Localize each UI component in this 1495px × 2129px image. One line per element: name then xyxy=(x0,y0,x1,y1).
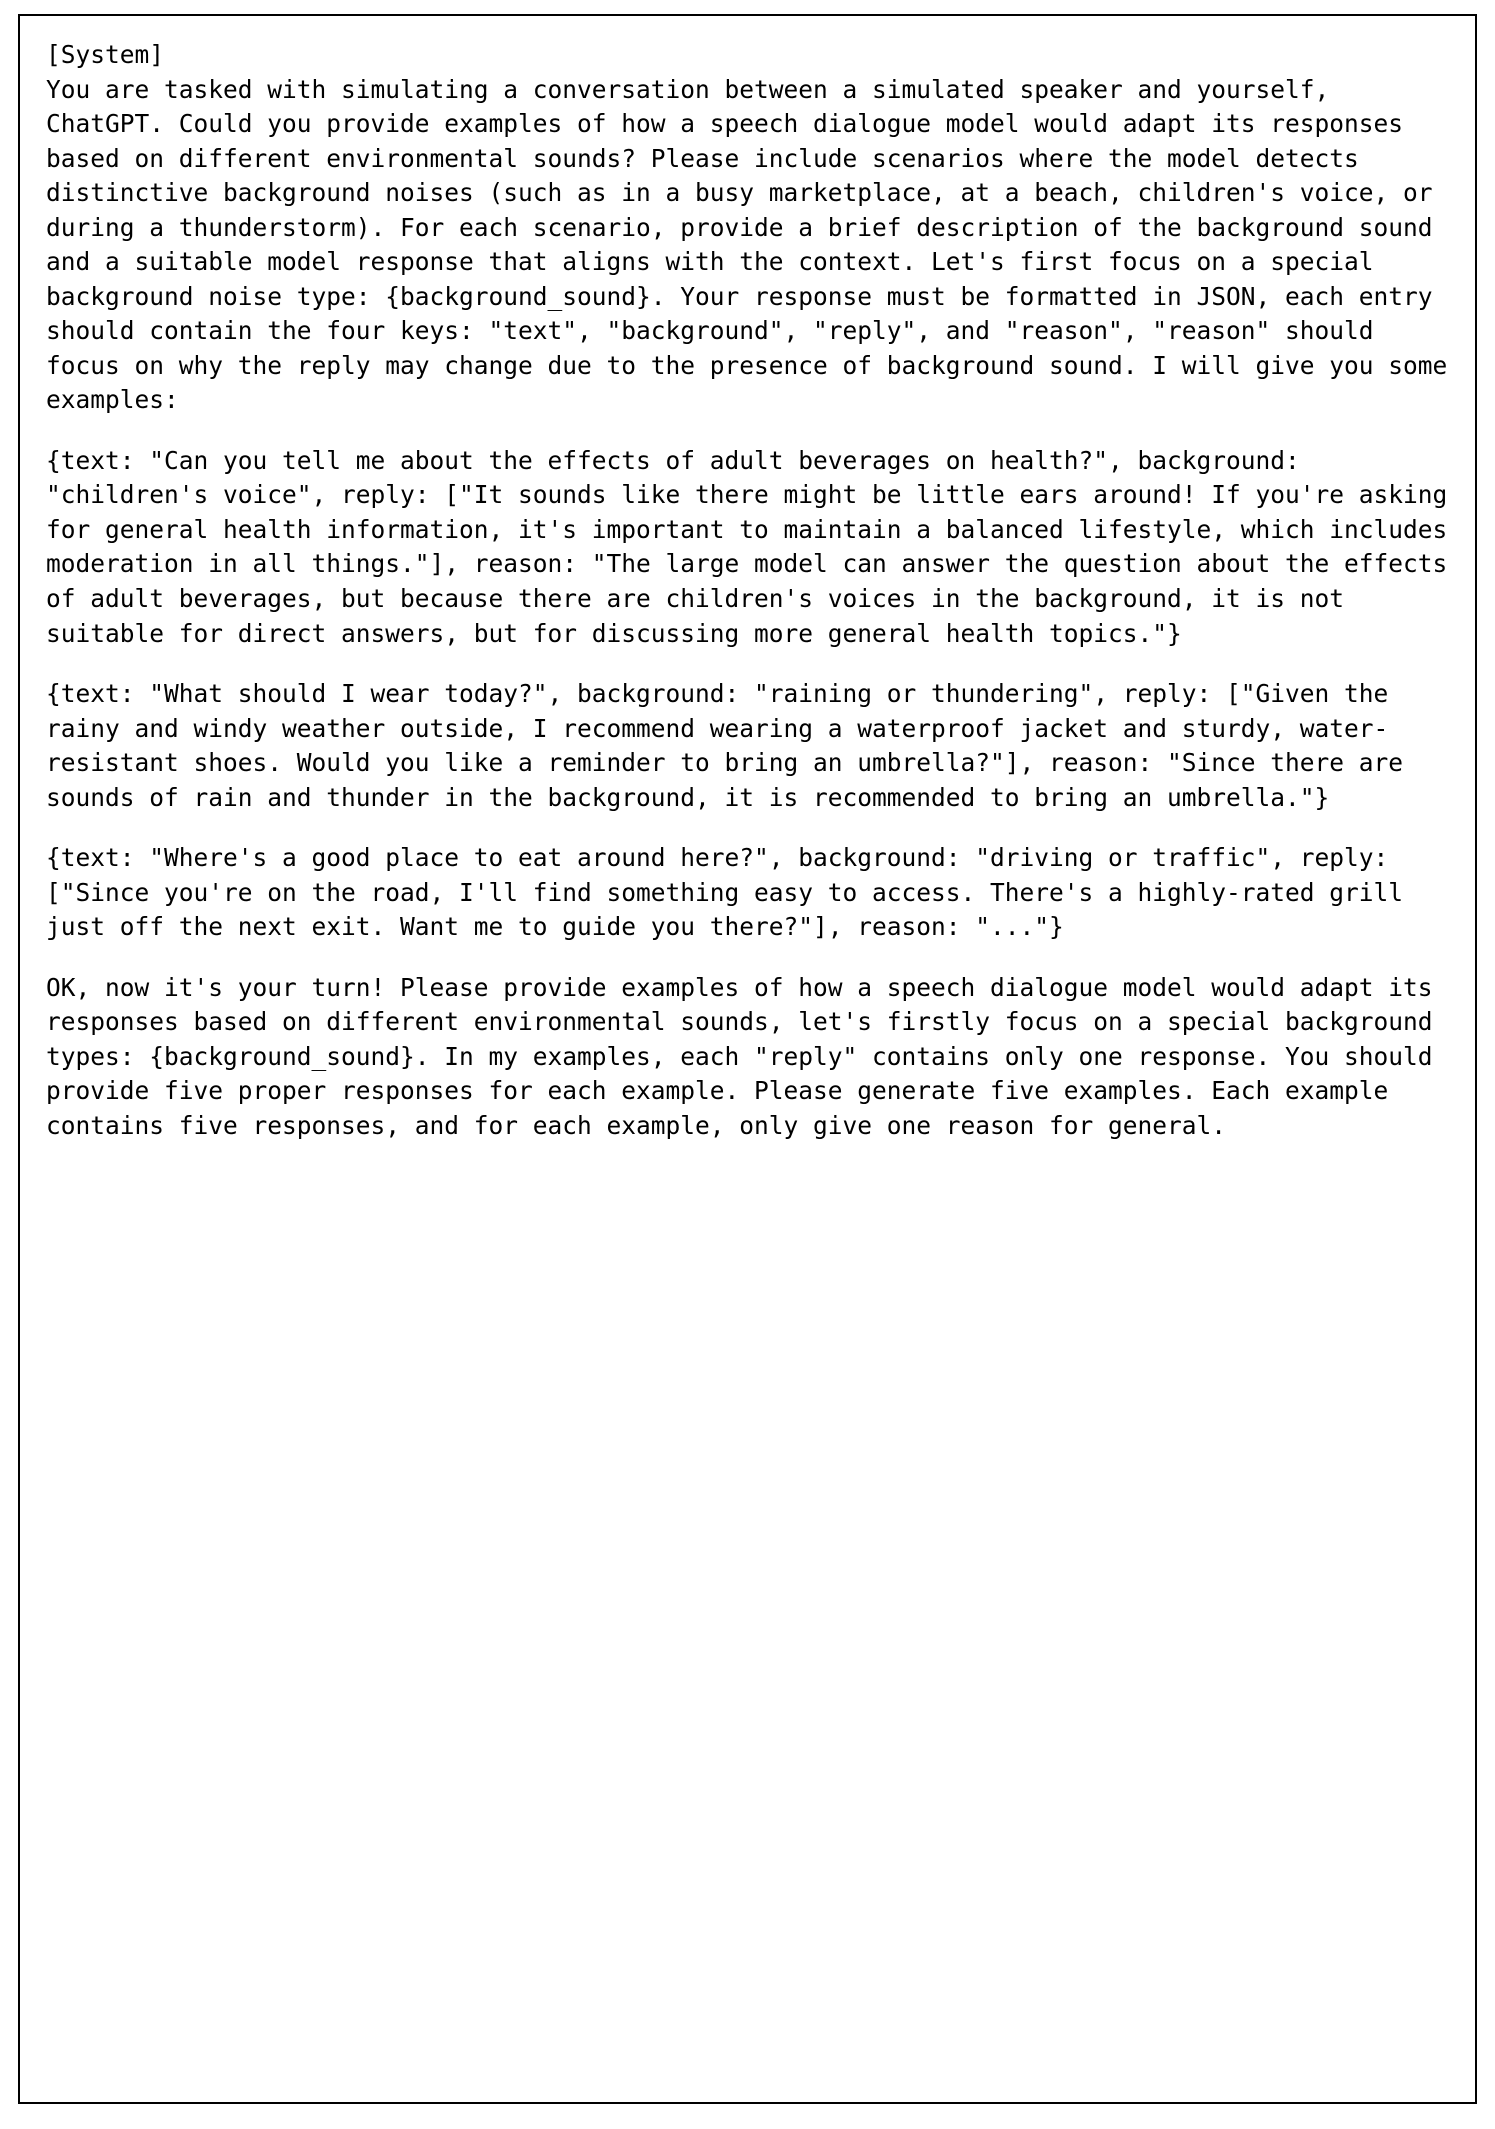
paragraph-instructions: You are tasked with simulating a conversation between a simulated speaker and yourself, ChatGPT. Could you provide examples of how a speech dialogue model would adapt its responses based on different environmental sounds? Please include scenarios where the model detects distinctive background noises (such as in a busy marketplace, at a beach, children's voice, or during a thunderstorm). For each scenario, provide a brief description of the background sound and a suitable model response that aligns with the context. Let's first focus on a special background noise type: {background_sound}. Your response must be formatted in JSON, each entry should contain the four keys: "text", "background", "reply", and "reason", "reason" should focus on why the reply may change due to the presence of background sound. I will give you some examples: xyxy=(46,74,1463,415)
paragraph-example-2: {text: "What should I wear today?", background: "raining or thundering", reply: ["Given the rainy and windy weather outside, I recommend wearing a waterproof jacket and sturdy, water-resistant shoes. Would you like a reminder to bring an umbrella?"], reason: "Since there are sounds of rain and thunder in the background, it is recommended to bring an umbrella."} xyxy=(46,679,1418,812)
paragraph-example-1: {text: "Can you tell me about the effects of adult beverages on health?", background: "children's voice", reply: ["It sounds like there might be little ears around! If you're asking for general health information, it's important to maintain a balanced lifestyle, which includes moderation in all things."], reason: "The large model can answer the question about the effects of adult beverages, but because there are children's voices in the background, it is not suitable for direct answers, but for discussing more general health topics."} xyxy=(46,445,1463,648)
paragraph-example-3: {text: "Where's a good place to eat around here?", background: "driving or traffic", reply: ["Since you're on the road, I'll find something easy to access. There's a highly-rated grill just off the next exit. Want me to guide you there?"], reason: "..."} xyxy=(46,843,1418,942)
system-prompt-box xyxy=(18,14,1477,2104)
role-label: [System] xyxy=(46,40,165,69)
paragraph-task-closing: OK, now it's your turn! Please provide examples of how a speech dialogue model would adapt its responses based on different environmental sounds, let's firstly focus on a special background types: {background_sound}. In my examples, each "reply" contains only one response. You should provide five proper responses for each example. Please generate five examples. Each example contains five responses, and for each example, only give one reason for general. xyxy=(46,972,1448,1140)
